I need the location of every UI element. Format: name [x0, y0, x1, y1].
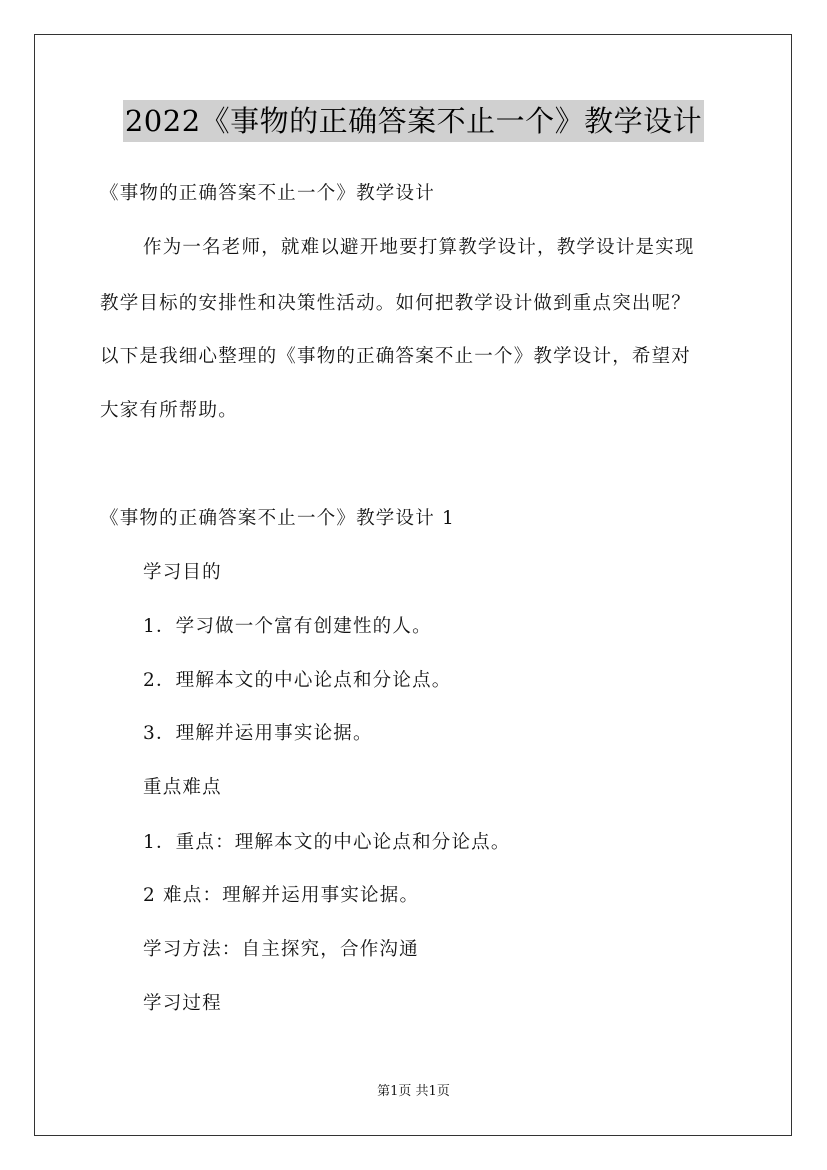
- page-footer: 第1页 共1页: [377, 1084, 450, 1099]
- item-study-goal: 学习目的: [143, 562, 222, 583]
- item-goal-2: 2．理解本文的中心论点和分论点。: [143, 670, 452, 691]
- intro-line-3: 以下是我细心整理的《事物的正确答案不止一个》教学设计，希望对: [100, 346, 692, 367]
- document-subtitle: 《事物的正确答案不止一个》教学设计: [100, 183, 435, 204]
- item-goal-1: 1．学习做一个富有创建性的人。: [143, 616, 432, 637]
- intro-line-4: 大家有所帮助。: [100, 400, 238, 421]
- item-goal-3: 3．理解并运用事实论据。: [143, 723, 373, 744]
- item-study-method: 学习方法：自主探究，合作沟通: [143, 939, 419, 960]
- item-key-points: 重点难点: [143, 777, 222, 798]
- section-heading: 《事物的正确答案不止一个》教学设计 1: [100, 508, 455, 529]
- title-wrap: [0, 100, 827, 142]
- intro-line-2: 教学目标的安排性和决策性活动。如何把教学设计做到重点突出呢？: [100, 293, 692, 314]
- item-key-1: 1．重点：理解本文的中心论点和分论点。: [143, 832, 511, 853]
- item-study-process: 学习过程: [143, 993, 222, 1014]
- intro-line-1: 作为一名老师，就难以避开地要打算教学设计，教学设计是实现: [143, 237, 695, 258]
- document-title: 2022《事物的正确答案不止一个》教学设计: [123, 100, 704, 142]
- item-key-2: 2 难点：理解并运用事实论据。: [143, 885, 420, 906]
